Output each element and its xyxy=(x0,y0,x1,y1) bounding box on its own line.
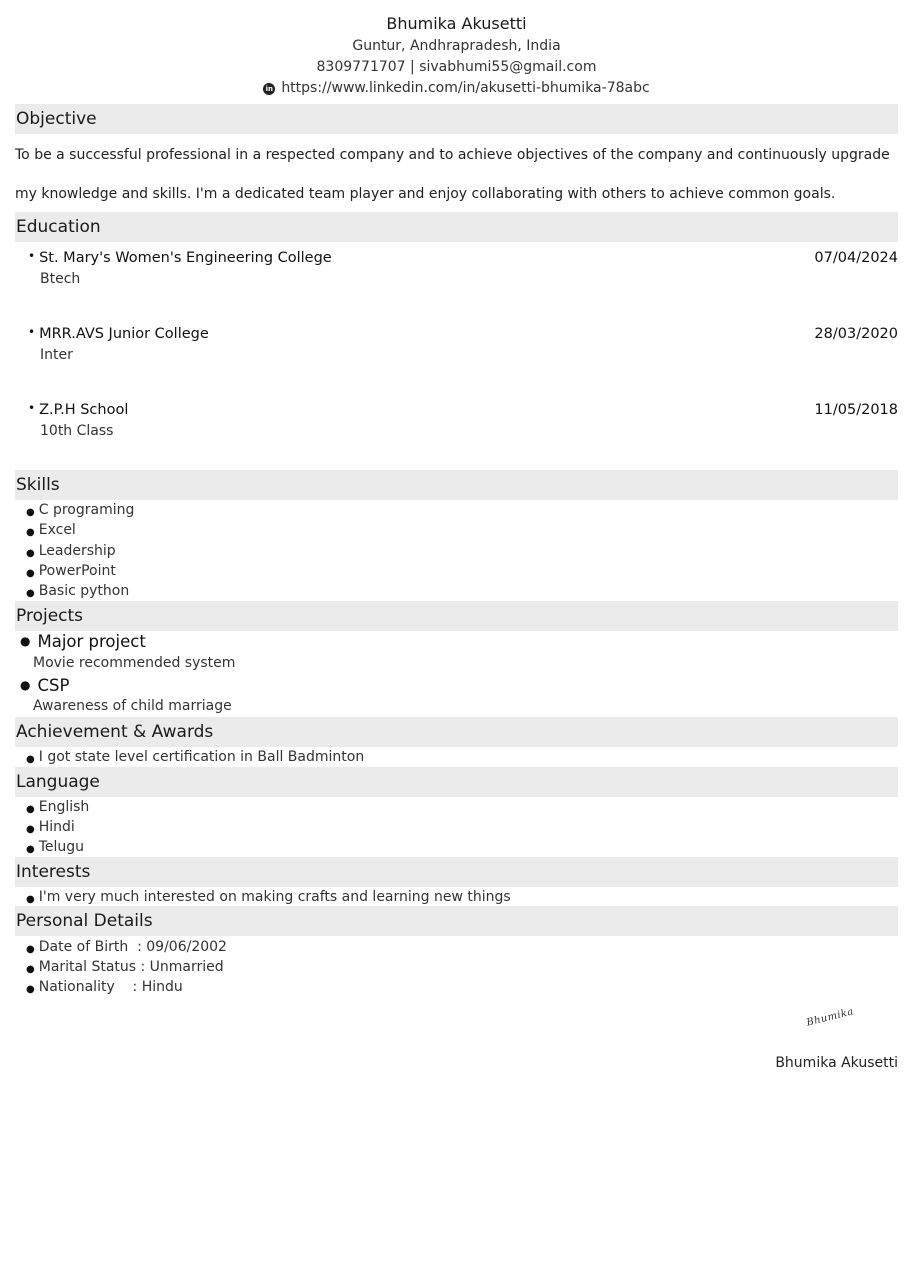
linkedin-icon: in xyxy=(263,83,275,95)
personal-detail-item: ● Date of Birth : 09/06/2002 xyxy=(26,939,227,955)
resume-header xyxy=(0,12,913,99)
section-language xyxy=(15,767,898,797)
section-skills xyxy=(15,470,898,500)
achievement-item: ● I got state level certification in Ball Badminton xyxy=(26,749,365,765)
education-date: 11/05/2018 xyxy=(814,402,898,418)
education-degree: Btech xyxy=(40,271,81,287)
section-title: Language xyxy=(16,772,100,792)
section-title: Projects xyxy=(16,606,84,626)
section-objective xyxy=(15,104,898,134)
section-projects xyxy=(15,601,898,631)
section-title: Education xyxy=(16,217,101,237)
project-name: ● CSP xyxy=(20,676,70,695)
skill-item: ● Basic python xyxy=(26,583,130,599)
education-institution: • Z.P.H School xyxy=(28,401,129,418)
language-item: ● English xyxy=(26,799,90,815)
contact-info: 8309771707 | sivabhumi55@gmail.com xyxy=(316,59,597,75)
section-title: Skills xyxy=(16,475,60,495)
skill-item: ● C programing xyxy=(26,502,135,518)
objective-line-1: To be a successful professional in a respected company and to achieve objectives of the company and continuously upgrade xyxy=(15,147,890,163)
objective-line-2: my knowledge and skills. I'm a dedicated team player and enjoy collaborating with others to achieve common goals. xyxy=(15,186,836,202)
project-description: Awareness of child marriage xyxy=(33,698,232,714)
skill-item: ● Leadership xyxy=(26,543,116,559)
bullet-icon: • xyxy=(28,249,36,263)
language-item: ● Hindi xyxy=(26,819,75,835)
handwritten-signature: Bhumika xyxy=(805,1006,856,1029)
section-title: Achievement & Awards xyxy=(16,722,214,742)
section-title: Interests xyxy=(16,862,91,882)
location: Guntur, Andhrapradesh, India xyxy=(352,38,561,54)
project-description: Movie recommended system xyxy=(33,655,236,671)
personal-detail-item: ● Marital Status : Unmarried xyxy=(26,959,224,975)
skill-item: ● PowerPoint xyxy=(26,563,116,579)
bullet-icon: • xyxy=(28,325,36,339)
section-personal-details xyxy=(15,906,898,936)
education-degree: 10th Class xyxy=(40,423,114,439)
language-item: ● Telugu xyxy=(26,839,85,855)
section-achievements xyxy=(15,717,898,747)
section-interests xyxy=(15,857,898,887)
bullet-icon: ● xyxy=(20,678,31,692)
section-education xyxy=(15,212,898,242)
project-name: ● Major project xyxy=(20,632,146,651)
section-title: Objective xyxy=(16,109,97,129)
skill-item: ● Excel xyxy=(26,522,76,538)
signature-name: Bhumika Akusetti xyxy=(775,1055,898,1071)
candidate-name: Bhumika Akusetti xyxy=(386,14,527,33)
section-title: Personal Details xyxy=(16,911,153,931)
education-institution: • St. Mary's Women's Engineering College xyxy=(28,249,332,266)
linkedin-row[interactable] xyxy=(0,78,913,99)
bullet-icon: • xyxy=(28,401,36,415)
education-degree: Inter xyxy=(40,347,73,363)
personal-detail-item: ● Nationality : Hindu xyxy=(26,979,183,995)
bullet-icon: ● xyxy=(20,634,31,648)
education-institution: • MRR.AVS Junior College xyxy=(28,325,209,342)
linkedin-link[interactable]: https://www.linkedin.com/in/akusetti-bhumika-78abc xyxy=(281,80,650,96)
education-date: 07/04/2024 xyxy=(814,250,898,266)
education-date: 28/03/2020 xyxy=(814,326,898,342)
interest-item: ● I'm very much interested on making crafts and learning new things xyxy=(26,889,511,905)
